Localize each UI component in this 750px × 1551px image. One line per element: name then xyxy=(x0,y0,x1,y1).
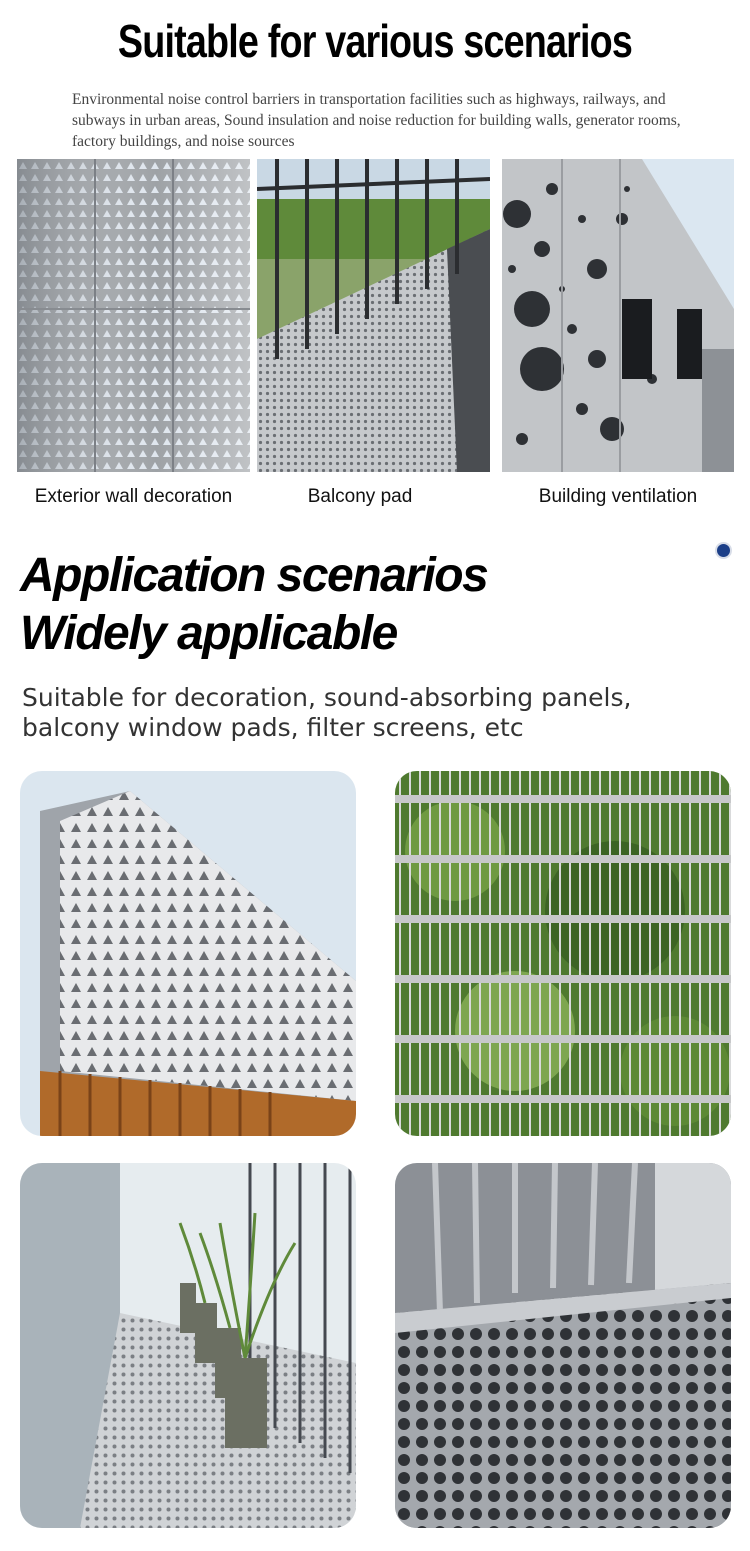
exterior-wall-photo xyxy=(17,159,250,472)
application-subtitle: Widely applicable xyxy=(20,607,397,660)
badge-icon xyxy=(715,542,732,559)
application-title: Application scenarios xyxy=(20,549,488,602)
page-title: Suitable for various scenarios xyxy=(117,15,633,67)
balcony-plants-photo xyxy=(20,1163,356,1528)
building-ventilation-photo xyxy=(502,159,734,472)
wire-mesh-photo xyxy=(395,771,731,1136)
intro-text: Environmental noise control barriers in transportation facilities such as highways, railways, and subways in urban areas, Sound insulation and noise reduction for building walls, generator rooms, factory buildings, and noise sources xyxy=(72,91,681,150)
caption-exterior-wall: Exterior wall decoration xyxy=(34,486,233,507)
caption-building-ventilation: Building ventilation xyxy=(538,486,698,507)
caption-balcony-pad: Balcony pad xyxy=(307,486,413,507)
facade-panel-photo xyxy=(20,771,356,1136)
application-description-line2: balcony window pads, filter screens, etc xyxy=(22,713,524,742)
balcony-pad-photo xyxy=(257,159,490,472)
application-description xyxy=(22,683,722,743)
perforated-tray-photo xyxy=(395,1163,731,1528)
application-description-line1: Suitable for decoration, sound-absorbing panels, xyxy=(22,683,632,712)
